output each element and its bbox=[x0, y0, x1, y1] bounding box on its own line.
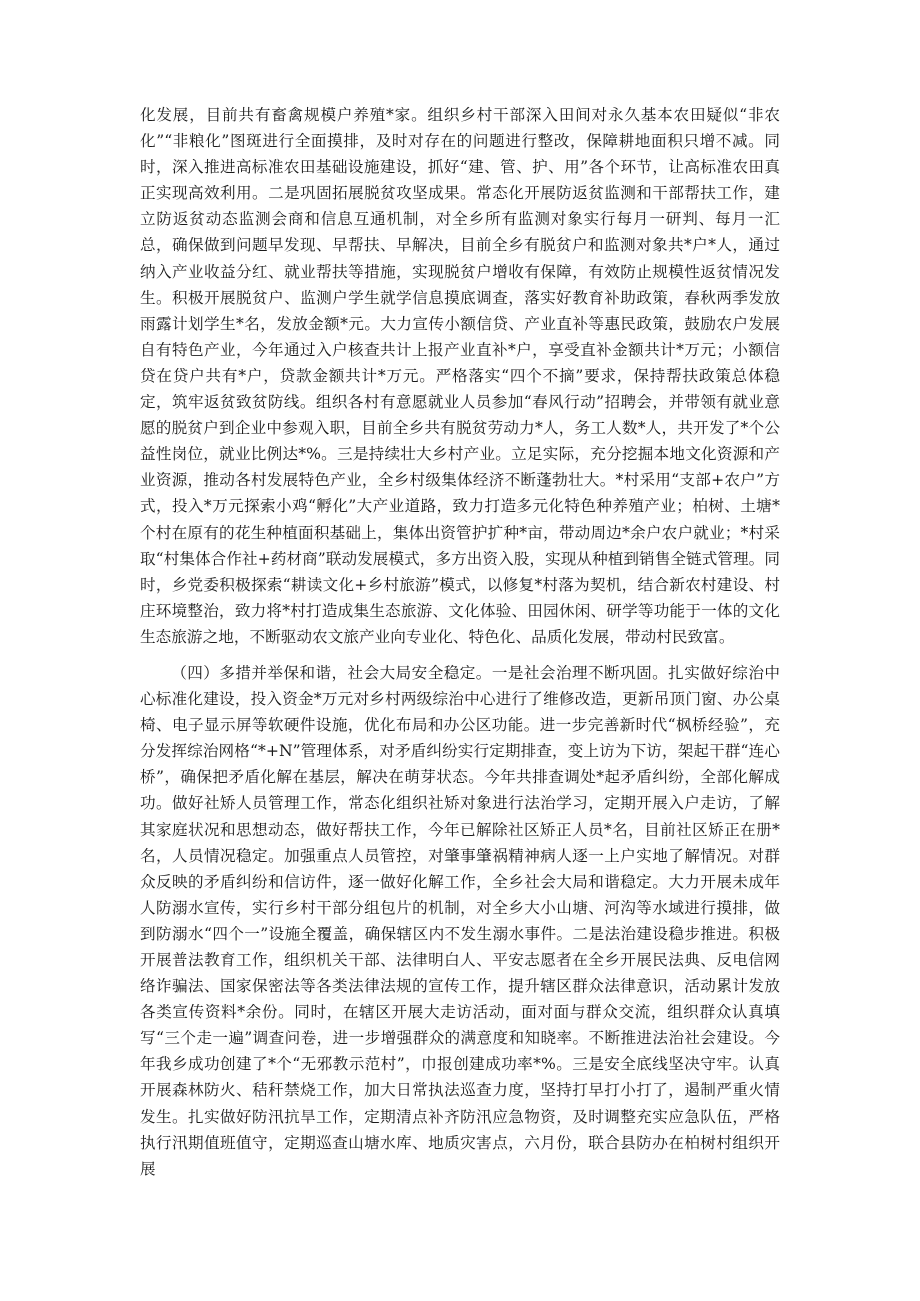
body-paragraph-2: （四）多措并举保和谐，社会大局安全稳定。一是社会治理不断巩固。扎实做好综治中心标准化建设，投入资金*万元对乡村两级综治中心进行了维修改造，更新吊顶门窗、办公桌椅、电子显示屏等软硬件设施，优化布局和办公区功能。进一步完善新时代“枫桥经验”，充分发挥综治网格“*+N”管理体系，对矛盾纠纷实行定期排查，变上访为下访，架起干群“连心桥”，确保把矛盾化解在基层，解决在萌芽状态。今年共排查调处*起矛盾纠纷，全部化解成功。做好社矫人员管理工作，常态化组织社矫对象进行法治学习，定期开展入户走访，了解其家庭状况和思想动态，做好帮扶工作，今年已解除社区矫正人员*名，目前社区矫正在册*名，人员情况稳定。加强重点人员管控，对肇事肇祸精神病人逐一上户实地了解情况。对群众反映的矛盾纠纷和信访件，逐一做好化解工作，全乡社会大局和谐稳定。大力开展未成年人防溺水宣传，实行乡村干部分组包片的机制，对全乡大小山塘、河沟等水域进行摸排，做到防溺水“四个一”设施全覆盖，确保辖区内不发生溺水事件。二是法治建设稳步推进。积极开展普法教育工作，组织机关干部、法律明白人、平安志愿者在全乡开展民法典、反电信网络诈骗法、国家保密法等各类法律法规的宣传工作，提升辖区群众法律意识，活动累计发放各类宣传资料*余份。同时，在辖区开展大走访活动，面对面与群众交流，组织群众认真填写“三个走一遍”调查问卷，进一步增强群众的满意度和知晓率。不断推进法治社会建设。今年我乡成功创建了*个“无邪教示范村”，巾报创建成功率*%。三是安全底线坚决守牢。认真开展森林防火、秸秆禁烧工作，加大日常执法巡查力度，坚持打早打小打了，遏制严重火情发生。扎实做好防汛抗旱工作，定期清点补齐防汛应急物资，及时调整充实应急队伍，严格执行汛期值班值守，定期巡查山塘水库、地质灾害点，六月份，联合县防办在柏树村组织开展 bbox=[140, 663, 780, 1178]
document-page bbox=[140, 102, 780, 1182]
body-paragraph-1: 化发展，目前共有畜禽规模户养殖*家。组织乡村干部深入田间对永久基本农田疑似“非农化”“非粮化”图斑进行全面摸排，及时对存在的问题进行整改，保障耕地面积只增不减。同时，深入推进高标准农田基础设施建设，抓好“建、管、护、用”各个环节，让高标准农田真正实现高效利用。二是巩固拓展脱贫攻坚成果。常态化开展防返贫监测和干部帮扶工作，建立防返贫动态监测会商和信息互通机制，对全乡所有监测对象实行每月一研判、每月一汇总，确保做到问题早发现、早帮扶、早解决，目前全乡有脱贫户和监测对象共*户*人，通过纳入产业收益分红、就业帮扶等措施，实现脱贫户增收有保障，有效防止规模性返贫情况发生。积极开展脱贫户、监测户学生就学信息摸底调查，落实好教育补助政策，春秋两季发放雨露计划学生*名，发放金额*元。大力宣传小额信贷、产业直补等惠民政策，鼓励农户发展自有特色产业，今年通过入户核查共计上报产业直补*户，享受直补金额共计*万元；小额信贷在贷户共有*户，贷款金额共计*万元。严格落实“四个不摘”要求，保持帮扶政策总体稳定，筑牢返贫致贫防线。组织各村有意愿就业人员参加“春风行动”招聘会，并带领有就业意愿的脱贫户到企业中参观入职，目前全乡共有脱贫劳动力*人，务工人数*人，共开发了*个公益性岗位，就业比例达*%。三是持续壮大乡村产业。立足实际，充分挖掘本地文化资源和产业资源，推动各村发展特色产业，全乡村级集体经济不断蓬勃壮大。*村采用“支部+农户”方式，投入*万元探索小鸡“孵化”大产业道路，致力打造多元化特色种养殖产业；柏树、土塘*个村在原有的花生种植面积基础上，集体出资管护扩种*亩，带动周边*余户农户就业；*村采取“村集体合作社+药材商”联动发展模式，多方出资入股，实现从种植到销售全链式管理。同时，乡党委积极探索“耕读文化+乡村旅游”模式，以修复*村落为契机，结合新农村建设、村庄环境整治，致力将*村打造成集生态旅游、文化体验、田园休闲、研学等功能于一体的文化生态旅游之地，不断驱动农文旅产业向专业化、特色化、品质化发展，带动村民致富。 bbox=[140, 106, 780, 646]
